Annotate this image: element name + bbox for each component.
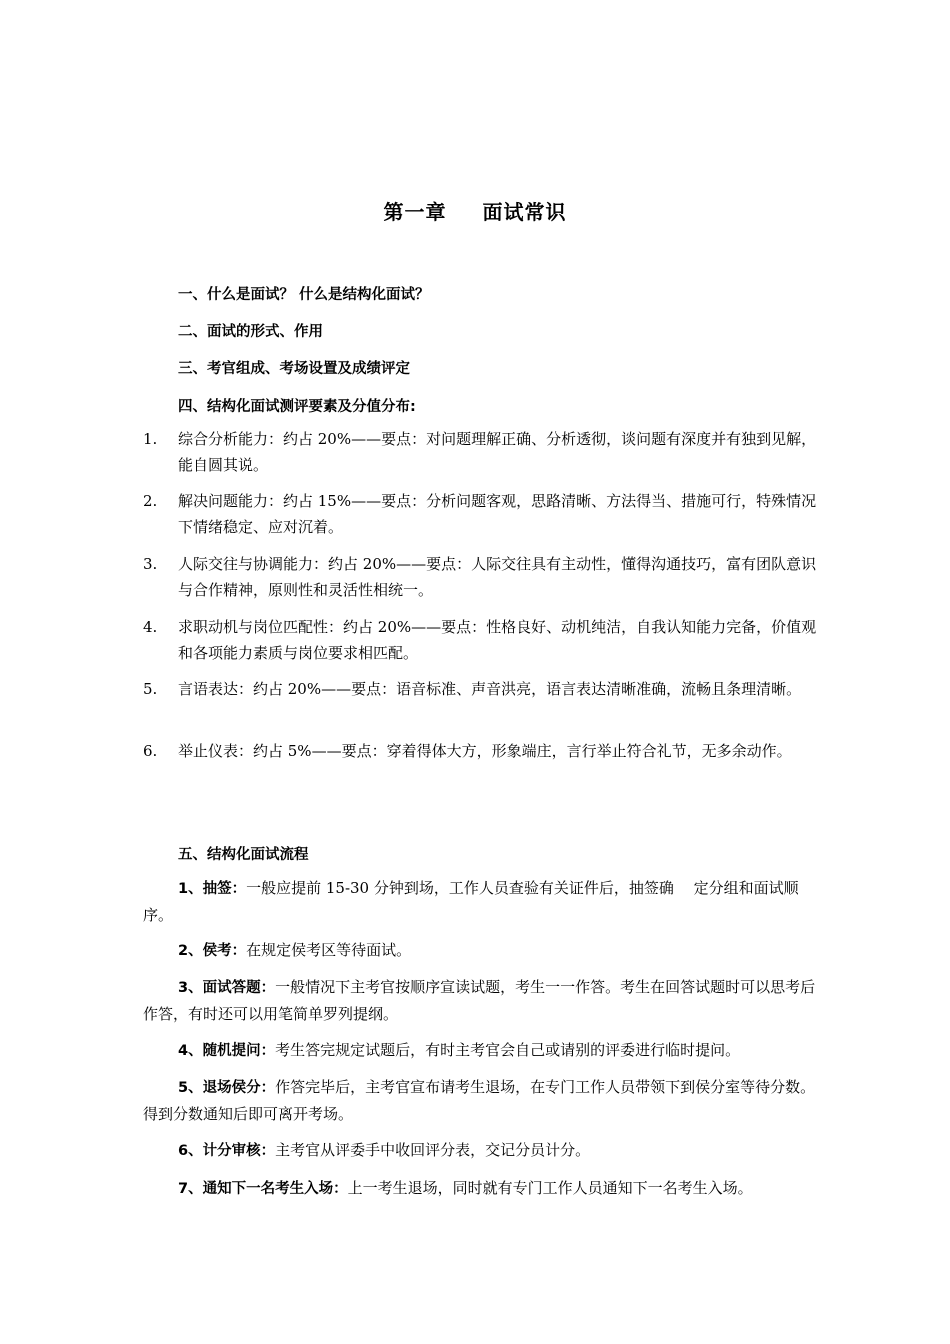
- process-step-1: [143, 875, 823, 928]
- list-item-1: [143, 426, 823, 478]
- list-item-4: [143, 614, 823, 666]
- list-item-number: 5.: [143, 680, 158, 698]
- step-text: 上一考生退场，同时就有专门工作人员通知下一名考生入场。: [347, 1179, 753, 1197]
- list-item-number: 4.: [143, 618, 158, 636]
- process-step-7: [143, 1175, 823, 1202]
- process-step-6: [143, 1137, 823, 1164]
- step-label: 7、通知下一名考生入场：: [178, 1181, 348, 1197]
- list-item-2: [143, 488, 823, 540]
- step-text: 一般情况下主考官按顺序宣读试题，考生一一作答。考生在回答试题时可以思考后作答，有时还可以用笔简单罗列提纲。: [143, 978, 816, 1023]
- section-heading-2: 二、面试的形式、作用: [178, 324, 323, 340]
- process-step-4: [143, 1037, 823, 1064]
- list-item-number: 1.: [143, 430, 158, 448]
- list-item-3: [143, 551, 823, 603]
- list-item-text: 综合分析能力：约占 20%——要点：对问题理解正确、分析透彻，谈问题有深度并有独到见解，能自圆其说。: [178, 430, 817, 474]
- list-item-6: [143, 738, 823, 764]
- step-label: 1、抽签：: [178, 881, 247, 897]
- step-label: 2、侯考：: [178, 943, 247, 959]
- step-text: 考生答完规定试题后，有时主考官会自己或请别的评委进行临时提问。: [275, 1041, 741, 1059]
- step-text: 作答完毕后，主考官宣布请考生退场，在专门工作人员带领下到侯分室等待分数。得到分数通知后即可离开考场。: [143, 1078, 816, 1123]
- section-heading-5: 五、结构化面试流程: [178, 847, 309, 863]
- process-step-5: [143, 1074, 823, 1127]
- section-heading-1: 一、什么是面试？ 什么是结构化面试？: [178, 287, 430, 303]
- list-item-text: 举止仪表：约占 5%——要点：穿着得体大方，形象端庄，言行举止符合礼节，无多余动作。: [178, 742, 792, 760]
- list-item-text: 解决问题能力：约占 15%——要点：分析问题客观，思路清晰、方法得当、措施可行，特殊情况下情绪稳定、应对沉着。: [178, 492, 817, 536]
- list-item-5: [143, 676, 823, 702]
- process-step-2: [143, 937, 823, 964]
- list-item-text: 人际交往与协调能力：约占 20%——要点：人际交往具有主动性，懂得沟通技巧，富有团队意识与合作精神，原则性和灵活性相统一。: [178, 555, 817, 599]
- chapter-name: 面试常识: [482, 200, 567, 224]
- chapter-number: 第一章: [383, 200, 447, 224]
- list-item-number: 3.: [143, 555, 158, 573]
- list-item-number: 2.: [143, 492, 158, 510]
- list-item-number: 6.: [143, 742, 158, 760]
- step-text: 在规定侯考区等待面试。: [246, 941, 412, 959]
- step-text: 主考官从评委手中收回评分表，交记分员计分。: [275, 1141, 591, 1159]
- step-label: 3、面试答题：: [178, 980, 276, 996]
- list-item-text: 言语表达：约占 20%——要点：语音标准、声音洪亮，语言表达清晰准确，流畅且条理清晰。: [178, 680, 802, 698]
- list-item-text: 求职动机与岗位匹配性：约占 20%——要点：性格良好、动机纯洁，自我认知能力完备，价值观和各项能力素质与岗位要求相匹配。: [178, 618, 817, 662]
- step-label: 6、计分审核：: [178, 1143, 276, 1159]
- chapter-title: [0, 196, 950, 225]
- step-label: 4、随机提问：: [178, 1043, 276, 1059]
- process-step-3: [143, 974, 823, 1027]
- section-heading-4: 四、结构化面试测评要素及分值分布:: [178, 399, 416, 415]
- step-text: 一般应提前 15-30 分钟到场，工作人员查验有关证件后，抽签确 定分组和面试顺序。: [143, 879, 799, 924]
- section-heading-3: 三、考官组成、考场设置及成绩评定: [178, 361, 410, 377]
- step-label: 5、退场侯分：: [178, 1080, 276, 1096]
